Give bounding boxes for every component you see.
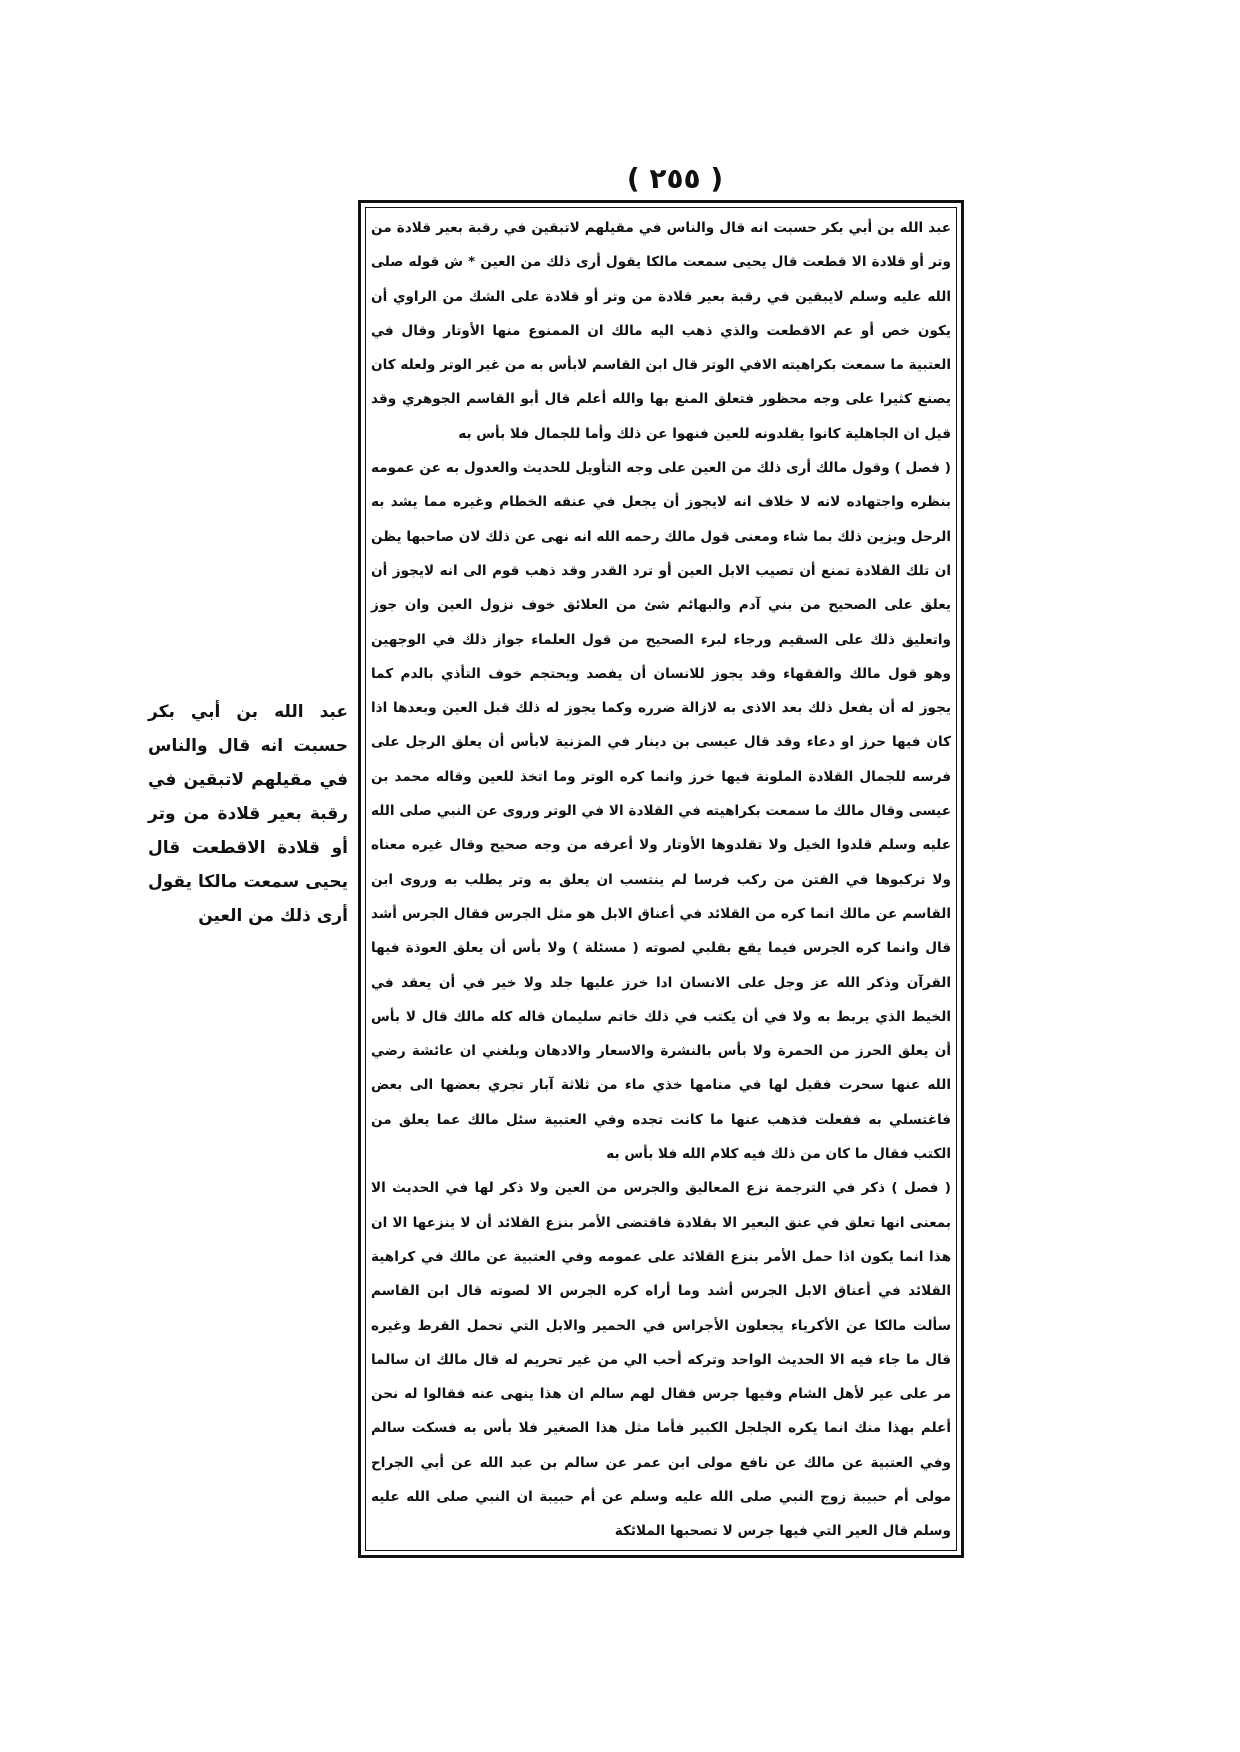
paragraph: ( فصل ) ذكر في الترجمة نزع المعاليق والجرس من العين ولا ذكر لها في الحديث الا بمعنى انها تعلق في عنق البعير الا بقلادة فاقتضى الأمر بنزع القلائد أن لا ينزعها الا ان هذا انما يكون اذا حمل الأمر بنزع القلائد على عمومه وفي العتبية عن مالك في كراهية القلائد في أعناق الابل الجرس أشد وما أراه كره الجرس الا لصوته قال ابن القاسم سألت مالكا عن الأكرياء يجعلون الأجراس في الحمير والابل التي تحمل القرط وغيره قال ما جاء فيه الا الحديث الواحد وتركه أحب الي من غير تحريم له قال مالك ان سالما مر على عير لأهل الشام وفيها جرس فقال لهم سالم ان هذا ينهى عنه فقالوا له نحن أعلم بهذا منك انما يكره الجلجل الكبير فأما مثل هذا الصغير فلا بأس به فسكت سالم وفي العتبية عن مالك عن نافع مولى ابن عمر عن سالم بن عبد الله عن أبي الجراح مولى أم حبيبة زوج النبي صلى الله عليه وسلم عن أم حبيبة ان النبي صلى الله عليه وسلم قال العير التي فيها جرس لا تصحبها الملائكة — [371, 1180, 951, 1540]
main-text-body — [371, 211, 951, 1549]
paragraph: ( فصل ) وقول مالك أرى ذلك من العين على وجه التأويل للحديث والعدول به عن عمومه بنظره واجتهاده لانه لا خلاف انه لايجوز أن يجعل في عنقه الخطام وغيره مما يشد به الرحل ويزين ذلك بما شاء ومعنى قول مالك رحمه الله انه نهى عن ذلك لان صاحبها يظن ان تلك القلادة تمنع أن تصيب الابل العين أو ترد القدر وقد ذهب قوم الى انه لايجوز أن يعلق على الصحيح من بني آدم والبهائم شئ من العلائق خوف نزول العين وان جوز واتعليق ذلك على السقيم ورجاء لبرء الصحيح من قول العلماء جواز ذلك في الوجهين وهو قول مالك والفقهاء وقد يجوز للانسان أن يفصد ويحتجم خوف التأذي بالدم كما يجوز له أن يفعل ذلك بعد الاذى به لازالة ضرره وكما يجوز له ذلك قبل العين وبعدها اذا كان فيها حرز او دعاء وقد قال عيسى بن دينار في المزنية لابأس أن يعلق الرجل على فرسه للجمال القلادة الملونة فيها خرز وانما كره الوتر وما اتخذ للعين وقاله محمد بن عيسى وقال مالك ما سمعت بكراهيته في القلادة الا في الوتر وروى عن النبي صلى الله عليه وسلم قلدوا الخيل ولا تقلدوها الأوتار ولا أعرفه من وجه صحيح وقال غيره معناه ولا تركبوها في الفتن من ركب فرسا لم ينتسب ان يعلق به وتر يطلب به وروى ابن القاسم عن مالك انما كره من القلائد في أعناق الابل هو مثل الجرس فقال الجرس أشد قال وانما كره الجرس فيما يقع بقلبي لصوته ( مسئلة ) ولا بأس أن يعلق العوذة فيها القرآن وذكر الله عز وجل على الانسان ادا خرز عليها جلد ولا خير في أن يعقد في الخيط الذي يربط به ولا في أن يكتب في ذلك خاتم سليمان قاله كله مالك قال لا بأس أن يعلق الحرز من الحمرة ولا بأس بالنشرة والاسعار والادهان وبلغني ان عائشة رضي الله عنها سحرت فقيل لها في منامها خذي ماء من ثلاثة آبار تجري بعضها الى بعض فاغتسلي به ففعلت فذهب عنها ما كانت تجده وفي العتبية سئل مالك عما يعلق من الكتب فقال ما كان من ذلك فيه كلام الله فلا بأس به — [371, 460, 951, 1163]
page-number: ( ٢٥٥ ) — [626, 162, 724, 195]
marginal-note: عبد الله بن أبي بكر حسبت انه قال والناس في مقيلهم لاتبقين في رقبة بعير قلادة من وتر أو قلادة الاقطعت قال يحيى سمعت مالكا يقول أرى ذلك من العين — [148, 702, 348, 926]
main-text-frame — [358, 200, 964, 1558]
paragraph: عبد الله بن أبي بكر حسبت انه قال والناس في مقيلهم لاتبقين في رقبة بعير قلادة من وتر أو قلادة الا قطعت قال يحيى سمعت مالكا يقول أرى ذلك من العين * ش قوله صلى الله عليه وسلم لايبقين في رقبة بعير قلادة من وتر أو قلادة على الشك من الراوي أن يكون خص أو عم الاقطعت والذي ذهب اليه مالك ان الممنوع منها الأوتار وقال في العتبية ما سمعت بكراهيته الافي الوتر قال ابن القاسم لابأس به من غير الوتر ولعله كان يصنع كثيرا على وجه محظور فتعلق المنع بها والله أعلم قال أبو القاسم الجوهري وقد قيل ان الجاهلية كانوا يقلدونه للعين فنهوا عن ذلك وأما للجمال فلا بأس به — [371, 220, 951, 442]
